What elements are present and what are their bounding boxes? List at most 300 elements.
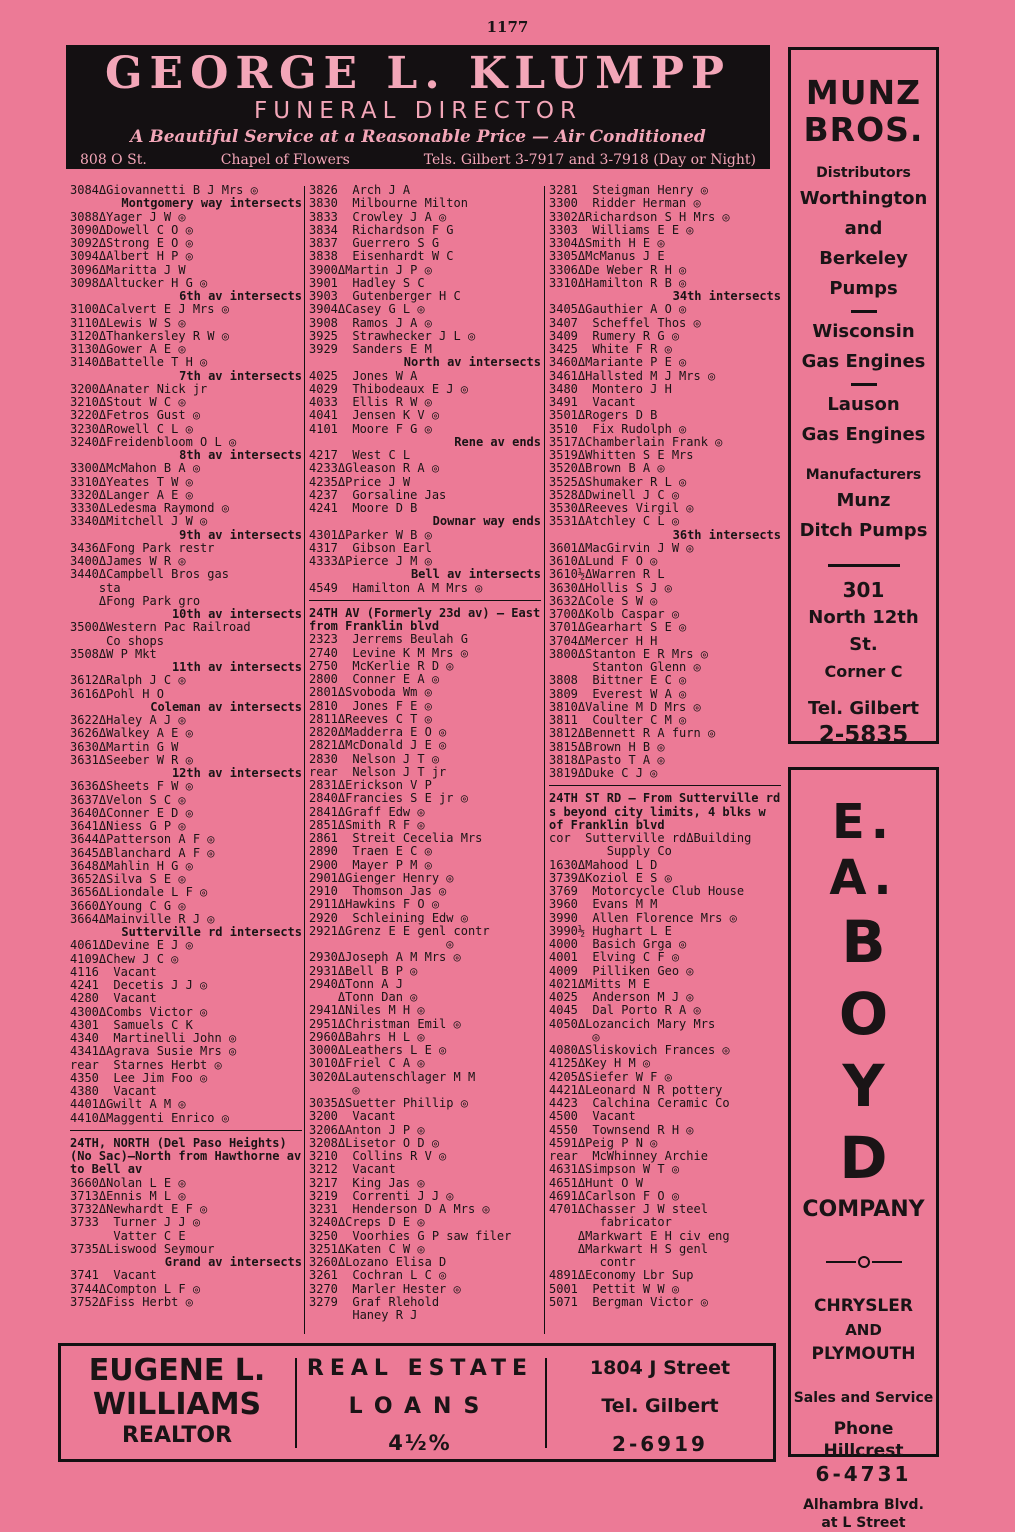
directory-entry: 2940ΔTonn A J xyxy=(309,977,403,991)
directory-entry: 4691ΔCarlson F O ◎ xyxy=(549,1189,680,1203)
boyd-plymouth: PLYMOUTH xyxy=(811,1344,916,1364)
directory-entry: rear Starnes Herbt ◎ xyxy=(70,1058,222,1072)
directory-entry: 4061ΔDevine E J ◎ xyxy=(70,939,193,953)
directory-entry: 4041 Jensen K V ◎ xyxy=(309,409,440,423)
directory-column-1 xyxy=(70,184,302,1309)
directory-entry: 3305ΔMcManus J E xyxy=(549,250,665,264)
directory-entry: 3700ΔKolb Caspar ◎ xyxy=(549,608,680,621)
directory-entry: 3610½ΔWarren R L xyxy=(549,568,665,582)
directory-entry: 3260ΔLozano Elisa D xyxy=(309,1256,447,1269)
directory-entry: 3833 Crowley J A ◎ xyxy=(309,210,447,224)
directory-entry: 3812ΔBennett R A furn ◎ xyxy=(549,727,716,741)
intersection-header: 8th av intersects xyxy=(179,449,302,462)
klumpp-chapel: Chapel of Flowers xyxy=(220,152,350,168)
directory-entry: 3098ΔAltucker H G ◎ xyxy=(70,276,208,290)
directory-entry: 3461ΔHallsted M J Mrs ◎ xyxy=(549,369,716,383)
directory-entry: 3302ΔRichardson S H Mrs ◎ xyxy=(549,210,730,224)
directory-entry: 3303 Williams E E ◎ xyxy=(549,223,694,237)
directory-entry: 3020ΔLautenschlager M M xyxy=(309,1070,476,1084)
directory-entry: Stanton Glenn ◎ xyxy=(549,661,701,674)
directory-entry: 2901ΔGienger Henry ◎ xyxy=(309,871,454,885)
directory-entry: 3230ΔRowell C L ◎ xyxy=(70,422,193,436)
directory-entry: 2821ΔMcDonald J E ◎ xyxy=(309,739,447,753)
boyd-letter-o: O xyxy=(838,980,889,1048)
directory-entry: 3834 Richardson F G xyxy=(309,223,454,237)
directory-entry: 3096ΔMaritta J W xyxy=(70,263,186,277)
munz-berkeley: Berkeley xyxy=(819,248,908,269)
directory-entry: 4000 Basich Grga ◎ xyxy=(549,938,687,951)
williams-services xyxy=(297,1346,543,1456)
directory-entry: 3084ΔGiovannetti B J Mrs ◎ xyxy=(70,184,258,197)
directory-entry: 2921ΔGrenz E E genl contr xyxy=(309,924,490,938)
directory-entry: 3908 Ramos J A ◎ xyxy=(309,316,432,330)
directory-entry: 4340 Martinelli John ◎ xyxy=(70,1032,237,1045)
directory-entry: 4380 Vacant xyxy=(70,1085,157,1098)
intersection-header: 10th av intersects xyxy=(171,608,302,621)
directory-entry: 3530ΔReeves Virgil ◎ xyxy=(549,502,694,515)
directory-entry: 2820ΔMadderra E O ◎ xyxy=(309,726,447,739)
boyd-phone-number: 6-4731 xyxy=(815,1462,912,1486)
directory-entry: 3656ΔLiondale L F ◎ xyxy=(70,886,208,900)
directory-entry: ◎ xyxy=(309,1083,360,1097)
directory-entry: 3929 Sanders E M xyxy=(309,343,432,356)
directory-entry: 5001 Pettit W W ◎ xyxy=(549,1282,680,1296)
directory-column-3 xyxy=(549,184,781,1309)
directory-entry: 3701ΔGearhart S E ◎ xyxy=(549,621,687,635)
williams-street: 1804 J Street xyxy=(589,1357,731,1379)
directory-entry: 3925 Strawhecker J L ◎ xyxy=(309,329,476,343)
directory-entry: 2811ΔReeves C T ◎ xyxy=(309,712,432,726)
directory-entry: 3240ΔFreidenbloom O L ◎ xyxy=(70,435,237,449)
directory-entry: 3140ΔBattelle T H ◎ xyxy=(70,356,208,370)
directory-entry: 3744ΔCompton L F ◎ xyxy=(70,1282,201,1296)
directory-entry: 4235ΔPrice J W xyxy=(309,475,411,489)
directory-entry: 3648ΔMahlin H G ◎ xyxy=(70,859,193,873)
directory-entry: 3510 Fix Rudolph ◎ xyxy=(549,422,687,436)
directory-entry: 2323 Jerrems Beulah G xyxy=(309,633,468,647)
directory-entry: ◎ xyxy=(549,1030,600,1044)
directory-entry: Co shops xyxy=(70,634,164,648)
boyd-letter-b: B xyxy=(841,908,886,976)
intersection-header: Bell av intersects xyxy=(410,568,541,582)
directory-entry: 3517ΔChamberlain Frank ◎ xyxy=(549,435,723,449)
directory-entry: 4280 Vacant xyxy=(70,992,157,1006)
directory-entry: 3240ΔCreps D E ◎ xyxy=(309,1216,425,1230)
directory-entry: 4029 Thibodeaux E J ◎ xyxy=(309,382,468,396)
directory-entry: 1630ΔMahood L D xyxy=(549,858,658,872)
directory-entry: 4116 Vacant xyxy=(70,965,157,979)
directory-entry: 3664ΔMainville R J ◎ xyxy=(70,912,215,926)
page-number: 1177 xyxy=(486,18,529,36)
directory-entry: 3636ΔSheets F W ◎ xyxy=(70,780,193,794)
directory-entry: 3631ΔSeeber W R ◎ xyxy=(70,753,193,767)
munz-and: and xyxy=(844,218,883,239)
munz-title-2: BROS. xyxy=(803,110,924,149)
directory-entry: 4317 Gibson Earl xyxy=(309,541,432,555)
directory-entry: 2740 Levine K M Mrs ◎ xyxy=(309,646,468,660)
directory-entry: 3632ΔCole S W ◎ xyxy=(549,594,658,608)
directory-entry: 2830 Nelson J T ◎ xyxy=(309,752,440,766)
directory-entry: 3637ΔVelon S C ◎ xyxy=(70,793,186,807)
directory-entry: 3901 Hadley S C xyxy=(309,276,425,290)
directory-entry: 3320ΔLanger A E ◎ xyxy=(70,488,193,502)
directory-entry: 3741 Vacant xyxy=(70,1269,157,1283)
directory-entry: 3010ΔFriel C A ◎ xyxy=(309,1057,425,1071)
directory-entry: 3630ΔHollis S J ◎ xyxy=(549,581,672,595)
directory-entry: 3261 Cochran L C ◎ xyxy=(309,1269,447,1283)
munz-wisconsin: Wisconsin xyxy=(812,321,915,342)
boyd-letter-d: D xyxy=(839,1124,888,1192)
intersection-header: 9th av intersects xyxy=(179,528,302,542)
williams-contact xyxy=(547,1346,773,1456)
directory-entry: 3250 Voorhies G P saw filer xyxy=(309,1229,512,1243)
munz-bros-ad xyxy=(788,47,939,748)
directory-entry: 2941ΔNiles M H ◎ xyxy=(309,1004,425,1018)
directory-entry: 3000ΔLeathers L E ◎ xyxy=(309,1044,447,1057)
directory-entry: 3220ΔFetros Gust ◎ xyxy=(70,409,201,423)
directory-entry: 3739ΔKoziol E S ◎ xyxy=(549,871,672,885)
directory-entry: 3531ΔAtchley C L ◎ xyxy=(549,515,680,529)
directory-entry: 4233ΔGleason R A ◎ xyxy=(309,462,440,476)
directory-entry: 4401ΔGwilt A M ◎ xyxy=(70,1098,186,1112)
williams-real-estate: REAL ESTATE xyxy=(306,1356,534,1381)
directory-entry: 3704ΔMercer H H xyxy=(549,634,658,648)
directory-entry: 3660ΔNolan L E ◎ xyxy=(70,1176,186,1190)
directory-entry: 4421ΔLeonard N R pottery xyxy=(549,1083,723,1097)
directory-entry: 3130ΔGower A E ◎ xyxy=(70,343,186,356)
directory-entry: 4045 Dal Porto R A ◎ xyxy=(549,1004,701,1018)
directory-entry: 3300 Ridder Herman ◎ xyxy=(549,197,701,211)
directory-entry: 3903 Gutenberger H C xyxy=(309,290,461,303)
directory-entry: 5071 Bergman Victor ◎ xyxy=(549,1295,708,1309)
williams-name-2: WILLIAMS xyxy=(92,1387,262,1422)
intersection-header: Downar way ends xyxy=(432,515,541,529)
munz-addr-street: North 12th St. xyxy=(808,607,919,655)
directory-entry: 4021ΔMitts M E xyxy=(549,977,651,991)
directory-entry: 4033 Ellis R W ◎ xyxy=(309,396,432,409)
munz-munz: Munz xyxy=(836,490,891,511)
boyd-letter-y: Y xyxy=(842,1052,885,1120)
section-divider xyxy=(309,600,541,601)
directory-entry: 3480 Montero J H xyxy=(549,382,672,396)
directory-entry: 3405ΔGauthier A O ◎ xyxy=(549,303,687,317)
directory-entry: 3826 Arch J A xyxy=(309,184,411,197)
directory-entry: 2960ΔBahrs H L ◎ xyxy=(309,1030,425,1044)
directory-entry: 3300ΔMcMahon B A ◎ xyxy=(70,462,201,476)
williams-tel-label: Tel. Gilbert xyxy=(601,1395,719,1417)
munz-lauson: Lauson xyxy=(827,394,900,415)
directory-entry: 3732ΔNewhardt E F ◎ xyxy=(70,1203,208,1216)
directory-entry: 3508ΔW P Mkt xyxy=(70,647,157,661)
munz-title-1: MUNZ xyxy=(805,73,922,112)
directory-entry: 3210ΔStout W C ◎ xyxy=(70,396,186,409)
directory-entry: 3616ΔPohl H O xyxy=(70,687,164,701)
directory-entry: 3830 Milbourne Milton xyxy=(309,197,468,211)
directory-entry: 4651ΔHunt O W xyxy=(549,1176,643,1190)
directory-entry: 3340ΔMitchell J W ◎ xyxy=(70,515,208,529)
directory-entry: rear Nelson J T jr xyxy=(309,765,447,779)
directory-entry: 3644ΔPatterson A F ◎ xyxy=(70,833,215,847)
directory-entry: 3809 Everest W A ◎ xyxy=(549,687,687,701)
directory-entry: 3520ΔBrown B A ◎ xyxy=(549,462,665,476)
directory-entry: 3601ΔMacGirvin J W ◎ xyxy=(549,541,694,555)
directory-entry: 3120ΔThankersley R W ◎ xyxy=(70,329,229,343)
directory-entry: 3811 Coulter C M ◎ xyxy=(549,714,687,727)
directory-entry: 3270 Marler Hester ◎ xyxy=(309,1282,461,1296)
directory-entry: 4101 Moore F G ◎ xyxy=(309,422,432,436)
directory-entry: 3500ΔWestern Pac Railroad xyxy=(70,621,251,635)
directory-entry: 3407 Scheffel Thos ◎ xyxy=(549,316,701,330)
directory-entry: 3630ΔMartin G W xyxy=(70,740,179,754)
directory-entry: 4025 Anderson M J ◎ xyxy=(549,991,694,1004)
williams-ad xyxy=(58,1343,776,1462)
boyd-sales: Sales and Service xyxy=(793,1390,934,1406)
directory-entry: 3626ΔWalkey A E ◎ xyxy=(70,727,193,741)
klumpp-slogan: A Beautiful Service at a Reasonable Price — Air Conditioned xyxy=(130,127,706,147)
directory-entry: 3990½ Hughart L E xyxy=(549,924,672,938)
directory-entry: 4410ΔMaggenti Enrico ◎ xyxy=(70,1111,229,1125)
directory-entry: 3425 White F R ◎ xyxy=(549,343,672,356)
directory-entry: 4333ΔPierce J M ◎ xyxy=(309,555,432,568)
directory-entry: 3310ΔHamilton R B ◎ xyxy=(549,276,687,290)
intersection-header: 6th av intersects xyxy=(179,290,302,303)
directory-entry: 3900ΔMartin J P ◎ xyxy=(309,263,432,277)
directory-entry: 4350 Lee Jim Foo ◎ xyxy=(70,1071,208,1085)
directory-entry: 3610ΔLund F O ◎ xyxy=(549,555,658,568)
directory-entry: ΔTonn Dan ◎ xyxy=(309,991,418,1004)
directory-entry: 3217 King Jas ◎ xyxy=(309,1176,425,1190)
boyd-initials: E. A. xyxy=(829,794,898,906)
directory-entry: 3409 Rumery R G ◎ xyxy=(549,329,680,343)
directory-entry: 3210 Collins R V ◎ xyxy=(309,1150,447,1163)
directory-entry: 3219 Correnti J J ◎ xyxy=(309,1189,454,1203)
boyd-addr-1: Alhambra Blvd. xyxy=(803,1497,924,1513)
directory-entry: 3837 Guerrero S G xyxy=(309,237,440,250)
boyd-ad xyxy=(788,767,939,1531)
directory-entry: 2930ΔJoseph A M Mrs ◎ xyxy=(309,951,461,965)
directory-entry: 3810ΔValine M D Mrs ◎ xyxy=(549,700,701,714)
directory-entry: 4701ΔChasser J W steel xyxy=(549,1203,708,1216)
intersection-header: Coleman av intersects xyxy=(150,700,302,714)
directory-entry: 2861 Streit Cecelia Mrs xyxy=(309,832,483,845)
munz-tel-label: Tel. Gilbert xyxy=(807,698,920,719)
williams-name-block xyxy=(61,1346,293,1459)
street-heading: 24TH AV (Formerly 23d av) — East from Franklin blvd xyxy=(309,605,541,633)
directory-entry: 2910 Thomson Jas ◎ xyxy=(309,885,447,898)
directory-entry: 3838 Eisenhardt W C xyxy=(309,250,454,264)
klumpp-address: 808 O St. xyxy=(80,152,147,168)
directory-entry: 3990 Allen Florence Mrs ◎ xyxy=(549,911,737,925)
directory-entry: 3640ΔConner E D ◎ xyxy=(70,806,193,820)
directory-entry: 3491 Vacant xyxy=(549,396,636,409)
directory-entry: 2831ΔErickson V P xyxy=(309,779,432,792)
directory-entry: 3645ΔBlanchard A F ◎ xyxy=(70,846,215,860)
directory-entry: 3818ΔPasto T A ◎ xyxy=(549,753,665,767)
directory-entry: 3400ΔJames W R ◎ xyxy=(70,555,186,568)
intersection-header: Rene av ends xyxy=(454,435,541,449)
directory-entry: rear McWhinney Archie xyxy=(549,1150,708,1163)
boyd-and: AND xyxy=(845,1321,882,1339)
directory-entry: 4300ΔCombs Victor ◎ xyxy=(70,1005,208,1019)
directory-entry: 2911ΔHawkins F O ◎ xyxy=(309,898,440,912)
williams-rate: 4½% xyxy=(388,1431,452,1455)
directory-entry: 4301ΔParker W B ◎ xyxy=(309,528,432,542)
directory-entry: 3622ΔHaley A J ◎ xyxy=(70,714,186,727)
directory-entry: 3092ΔStrong E O ◎ xyxy=(70,237,193,250)
munz-gas-engines-2: Gas Engines xyxy=(801,424,926,445)
directory-entry: 3035ΔSuetter Phillip ◎ xyxy=(309,1097,468,1110)
directory-entry: ΔMarkwart H S genl xyxy=(549,1242,708,1256)
directory-entry: 4631ΔSimpson W T ◎ xyxy=(549,1163,680,1177)
directory-entry: 3641ΔNiess G P ◎ xyxy=(70,820,186,833)
directory-entry: 4341ΔAgrava Susie Mrs ◎ xyxy=(70,1045,237,1059)
directory-entry: 4591ΔPeig P N ◎ xyxy=(549,1136,658,1150)
directory-entry: 4109ΔChew J C ◎ xyxy=(70,952,179,966)
street-heading: 24TH, NORTH (Del Paso Heights) (No Sac)—North from Hawthorne av to Bell av xyxy=(70,1135,302,1177)
directory-entry: 3094ΔAlbert H P ◎ xyxy=(70,250,193,264)
munz-tel-number: 2-5835 xyxy=(818,722,909,748)
directory-entry: 4241 Moore D B xyxy=(309,502,418,515)
intersection-header: 36th intersects xyxy=(672,528,781,542)
munz-pumps: Pumps xyxy=(829,278,898,299)
intersection-header: 7th av intersects xyxy=(179,369,302,383)
directory-entry: 3733 Turner J J ◎ xyxy=(70,1216,201,1230)
williams-name-1: EUGENE L. xyxy=(88,1353,266,1388)
directory-entry: 3304ΔSmith H E ◎ xyxy=(549,237,665,250)
munz-dash-1 xyxy=(851,310,877,313)
intersection-header: Grand av intersects xyxy=(164,1256,302,1269)
boyd-chrysler: CHRYSLER xyxy=(814,1296,913,1316)
directory-entry: 3528ΔDwinell J C ◎ xyxy=(549,488,680,502)
directory-entry: 4050ΔLozancich Mary Mrs xyxy=(549,1017,716,1031)
directory-entry: Vatter C E xyxy=(70,1229,186,1243)
directory-entry: fabricator xyxy=(549,1216,672,1230)
directory-entry: 3769 Motorcycle Club House xyxy=(549,885,745,898)
directory-entry: 3208ΔLisetor O D ◎ xyxy=(309,1136,440,1150)
directory-entry: 3279 Graf Rlehold xyxy=(309,1295,440,1309)
directory-entry: 4080ΔSliskovich Frances ◎ xyxy=(549,1044,730,1057)
directory-entry: 3212 Vacant xyxy=(309,1163,396,1177)
street-heading: 24TH ST RD — From Sutterville rd s beyond city limits, 4 blks w of Franklin blvd xyxy=(549,791,781,832)
intersection-header: Montgomery way intersects xyxy=(121,197,302,211)
directory-entry: ΔFong Park gro xyxy=(70,594,201,608)
directory-entry: sta xyxy=(70,581,121,595)
munz-distributors: Distributors xyxy=(816,165,911,181)
directory-entry: 3200ΔAnater Nick jr xyxy=(70,382,208,396)
williams-loans: LOANS xyxy=(348,1394,492,1419)
directory-entry: 3752ΔFiss Herbt ◎ xyxy=(70,1295,193,1309)
directory-entry: 4001 Elving C F ◎ xyxy=(549,951,680,965)
intersection-header: 12th av intersects xyxy=(171,767,302,780)
directory-entry: 3904ΔCasey G L ◎ xyxy=(309,303,425,317)
boyd-divider xyxy=(791,1256,936,1268)
directory-entry: 4125ΔKey H M ◎ xyxy=(549,1057,651,1071)
section-divider xyxy=(549,785,781,786)
directory-entry: 3660ΔYoung C G ◎ xyxy=(70,899,186,913)
boyd-company: COMPANY xyxy=(802,1197,925,1222)
boyd-addr-2: at L Street xyxy=(821,1515,906,1531)
directory-entry: 2801ΔSvoboda Wm ◎ xyxy=(309,686,432,700)
directory-entry: Haney R J xyxy=(309,1309,418,1322)
munz-gas-engines-1: Gas Engines xyxy=(801,351,926,372)
intersection-header: 11th av intersects xyxy=(171,661,302,674)
boyd-phone-label: Phone Hillcrest xyxy=(823,1419,904,1461)
directory-entry: 3460ΔMariante P E ◎ xyxy=(549,356,687,370)
directory-entry: 3800ΔStanton E R Mrs ◎ xyxy=(549,647,708,661)
directory-entry: 2750 McKerlie R D ◎ xyxy=(309,659,454,673)
directory-entry: 4549 Hamilton A M Mrs ◎ xyxy=(309,581,483,595)
directory-entry: 3808 Bittner E C ◎ xyxy=(549,674,687,688)
directory-entry: 3281 Steigman Henry ◎ xyxy=(549,184,708,197)
munz-addr-corner: Corner C xyxy=(824,662,903,681)
directory-entry: 4009 Pilliken Geo ◎ xyxy=(549,964,694,978)
directory-entry: 2800 Conner E A ◎ xyxy=(309,673,440,686)
intersection-header: 34th intersects xyxy=(672,290,781,303)
directory-entry: 2920 Schleining Edw ◎ xyxy=(309,911,468,925)
klumpp-ad xyxy=(66,45,770,169)
munz-addr-number: 301 xyxy=(842,578,885,602)
directory-entry: 4423 Calchina Ceramic Co xyxy=(549,1097,730,1110)
directory-entry: 4205ΔSiefer W F ◎ xyxy=(549,1070,672,1084)
directory-entry: 3231 Henderson D A Mrs ◎ xyxy=(309,1203,490,1216)
munz-dash-2 xyxy=(851,383,877,386)
directory-entry: 4891ΔEconomy Lbr Sup xyxy=(549,1269,694,1283)
directory-entry: 4500 Vacant xyxy=(549,1110,636,1124)
klumpp-name: GEORGE L. KLUMPP xyxy=(104,48,732,99)
directory-entry: 3735ΔLiswood Seymour xyxy=(70,1242,215,1256)
directory-entry: 4301 Samuels C K xyxy=(70,1018,193,1032)
directory-entry: 4025 Jones W A xyxy=(309,369,418,383)
intersection-header: North av intersects xyxy=(403,356,541,370)
directory-entry: 2841ΔGraff Edw ◎ xyxy=(309,805,425,819)
directory-entry: 4217 West C L xyxy=(309,449,411,462)
section-divider xyxy=(70,1130,302,1131)
klumpp-phones: Tels. Gilbert 3-7917 and 3-7918 (Day or Night) xyxy=(423,152,756,168)
directory-entry: 4550 Townsend R H ◎ xyxy=(549,1123,694,1137)
directory-entry: 3519ΔWhitten S E Mrs xyxy=(549,449,694,462)
directory-entry: 3501ΔRogers D B xyxy=(549,409,658,423)
munz-ditch-pumps: Ditch Pumps xyxy=(799,520,928,541)
directory-entry: 3819ΔDuke C J ◎ xyxy=(549,767,658,780)
directory-entry: 2851ΔSmith R F ◎ xyxy=(309,818,425,832)
directory-entry: 4241 Decetis J J ◎ xyxy=(70,979,208,992)
williams-title: REALTOR xyxy=(121,1423,233,1448)
klumpp-contact xyxy=(66,151,770,169)
directory-column-2 xyxy=(309,184,541,1322)
directory-entry: 2931ΔBell B P ◎ xyxy=(309,964,418,978)
directory-entry: 3306ΔDe Weber R H ◎ xyxy=(549,263,687,277)
directory-entry: 3960 Evans M M xyxy=(549,898,658,912)
directory-entry: 3436ΔFong Park restr xyxy=(70,541,215,555)
directory-entry: contr xyxy=(549,1256,636,1269)
directory-entry: 2951ΔChristman Emil ◎ xyxy=(309,1017,461,1031)
directory-entry: 3713ΔEnnis M L ◎ xyxy=(70,1189,186,1203)
directory-entry: 3330ΔLedesma Raymond ◎ xyxy=(70,502,229,515)
directory-entry: cor Sutterville rdΔBuilding xyxy=(549,832,752,845)
munz-rule xyxy=(828,564,900,567)
directory-entry: 3525ΔShumaker R L ◎ xyxy=(549,475,687,489)
munz-manufacturers: Manufacturers xyxy=(805,467,922,483)
directory-entry: 2890 Traen E C ◎ xyxy=(309,845,432,859)
directory-entry: 3652ΔSilva S E ◎ xyxy=(70,873,186,886)
directory-entry: 3612ΔRalph J C ◎ xyxy=(70,674,186,688)
directory-entry: Supply Co xyxy=(549,845,672,859)
column-divider-2 xyxy=(544,186,545,1334)
directory-entry: ΔMarkwart E H civ eng xyxy=(549,1229,730,1243)
column-divider-1 xyxy=(304,186,305,1334)
directory-entry: 3088ΔYager J W ◎ xyxy=(70,210,186,224)
klumpp-role: FUNERAL DIRECTOR xyxy=(254,98,582,124)
